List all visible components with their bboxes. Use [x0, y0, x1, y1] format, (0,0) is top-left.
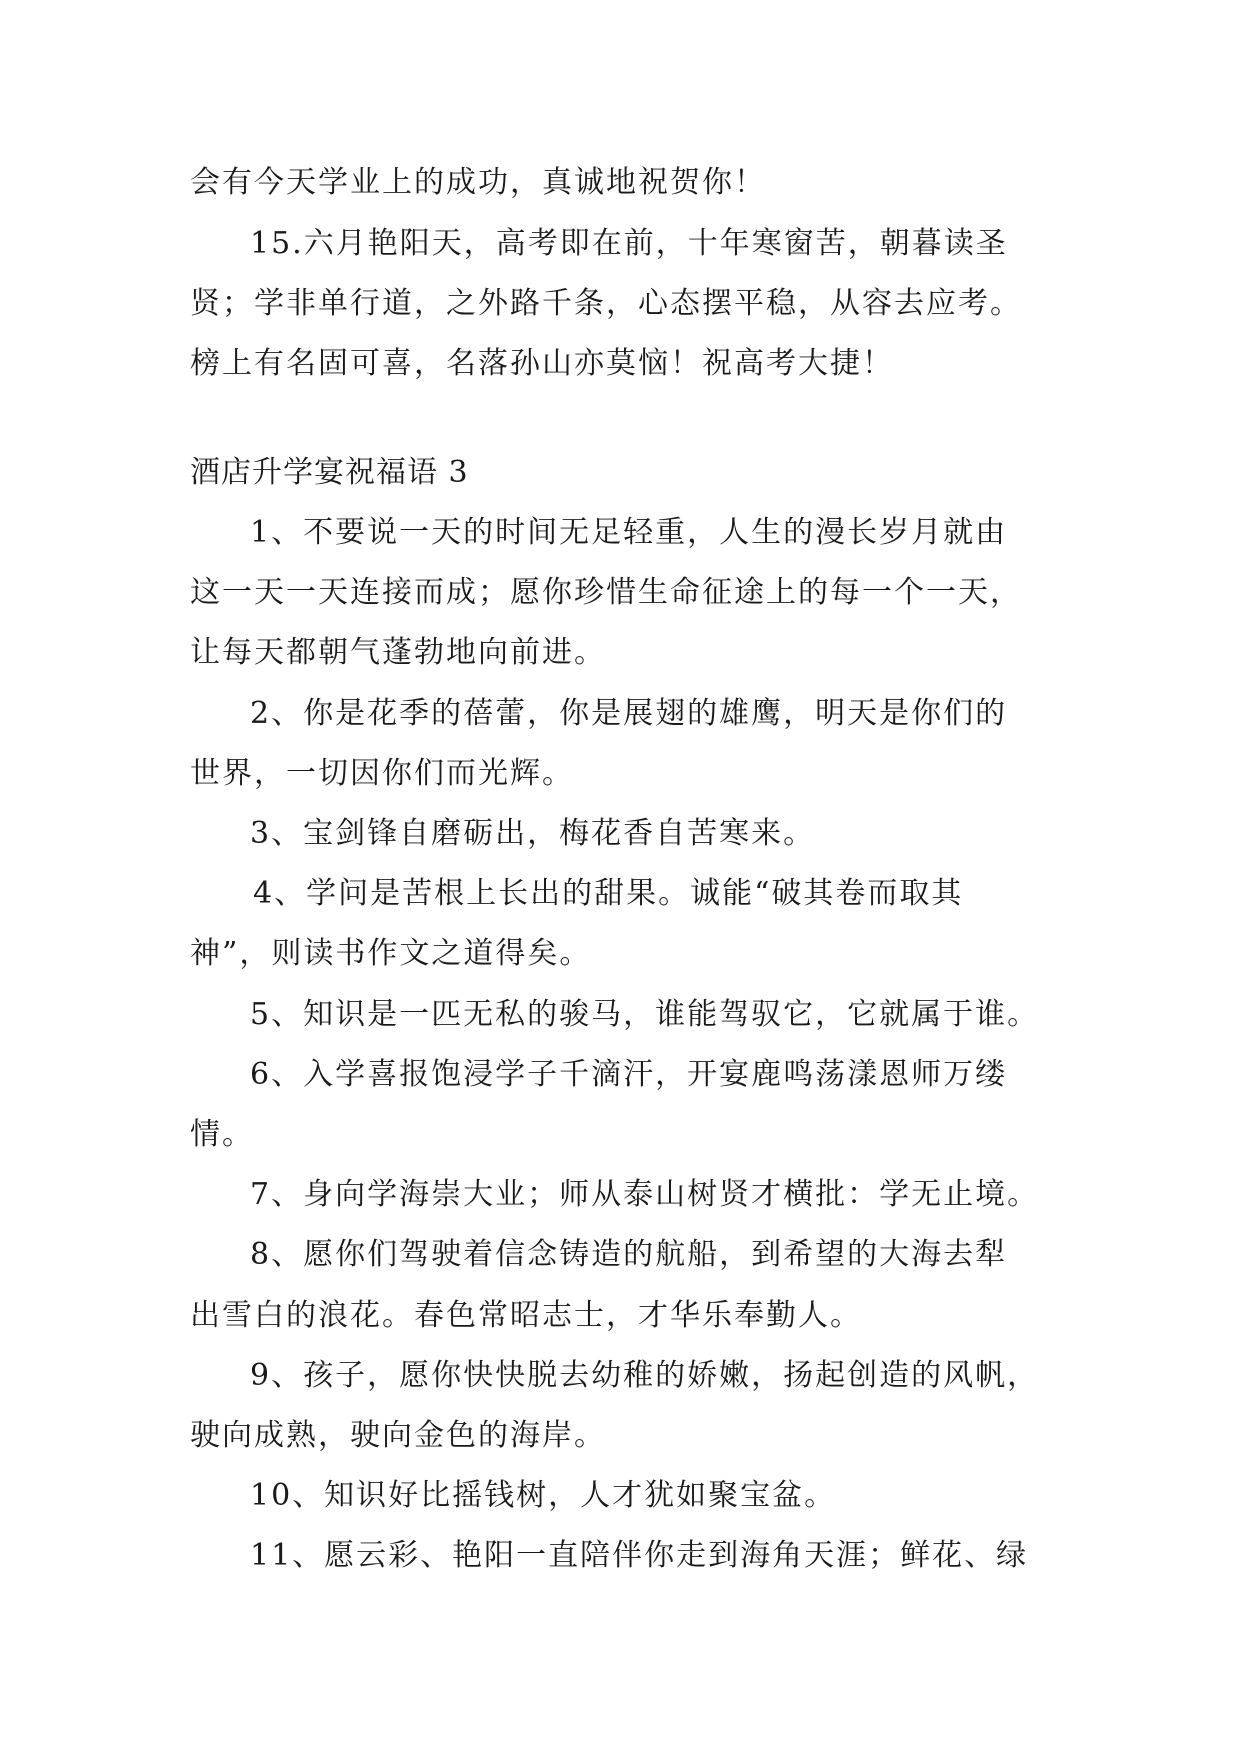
- paragraph-line: 神”，则读书作文之道得矣。: [190, 936, 592, 971]
- paragraph-line: 情。: [190, 1117, 254, 1152]
- paragraph-line: 贤；学非单行道，之外路千条，心态摆平稳，从容去应考。: [190, 286, 1022, 321]
- paragraph-line: 会有今天学业上的成功，真诚地祝贺你！: [190, 165, 766, 200]
- paragraph-line: 5、知识是一匹无私的骏马，谁能驾驭它，它就属于谁。: [250, 997, 1040, 1032]
- section-heading: 酒店升学宴祝福语 3: [190, 455, 469, 490]
- paragraph-line: 这一天一天连接而成；愿你珍惜生命征途上的每一个一天，: [190, 575, 1022, 610]
- paragraph-line: 1、不要说一天的时间无足轻重，人生的漫长岁月就由: [250, 515, 1008, 550]
- paragraph-line: 2、你是花季的蓓蕾，你是展翅的雄鹰，明天是你们的: [250, 696, 1008, 731]
- paragraph-line: 榜上有名固可喜，名落孙山亦莫恼！祝高考大捷！: [190, 346, 894, 381]
- paragraph-line: 11、愿云彩、艳阳一直陪伴你走到海角天涯；鲜花、绿: [250, 1538, 1029, 1573]
- paragraph-line: 8、愿你们驾驶着信念铸造的航船，到希望的大海去犁: [250, 1237, 1008, 1272]
- paragraph-line: 让每天都朝气蓬勃地向前进。: [190, 635, 606, 670]
- paragraph-line: 出雪白的浪花。春色常昭志士，才华乐奉勤人。: [190, 1298, 862, 1333]
- paragraph-line: 6、入学喜报饱浸学子千滴汗，开宴鹿鸣荡漾恩师万缕: [250, 1057, 1008, 1092]
- paragraph-line: 9、孩子，愿你快快脱去幼稚的娇嫩，扬起创造的风帆，: [250, 1358, 1040, 1393]
- paragraph-line: 驶向成熟，驶向金色的海岸。: [190, 1418, 606, 1453]
- paragraph-line: 4、学问是苦根上长出的甜果。诚能“破其卷而取其: [253, 876, 964, 911]
- paragraph-line: 15.六月艳阳天，高考即在前，十年寒窗苦，朝暮读圣: [250, 226, 1008, 261]
- paragraph-line: 7、身向学海崇大业；师从泰山树贤才横批：学无止境。: [250, 1177, 1040, 1212]
- paragraph-line: 10、知识好比摇钱树，人才犹如聚宝盆。: [250, 1478, 837, 1513]
- paragraph-line: 世界，一切因你们而光辉。: [190, 756, 574, 791]
- paragraph-line: 3、宝剑锋自磨砺出，梅花香自苦寒来。: [250, 816, 816, 851]
